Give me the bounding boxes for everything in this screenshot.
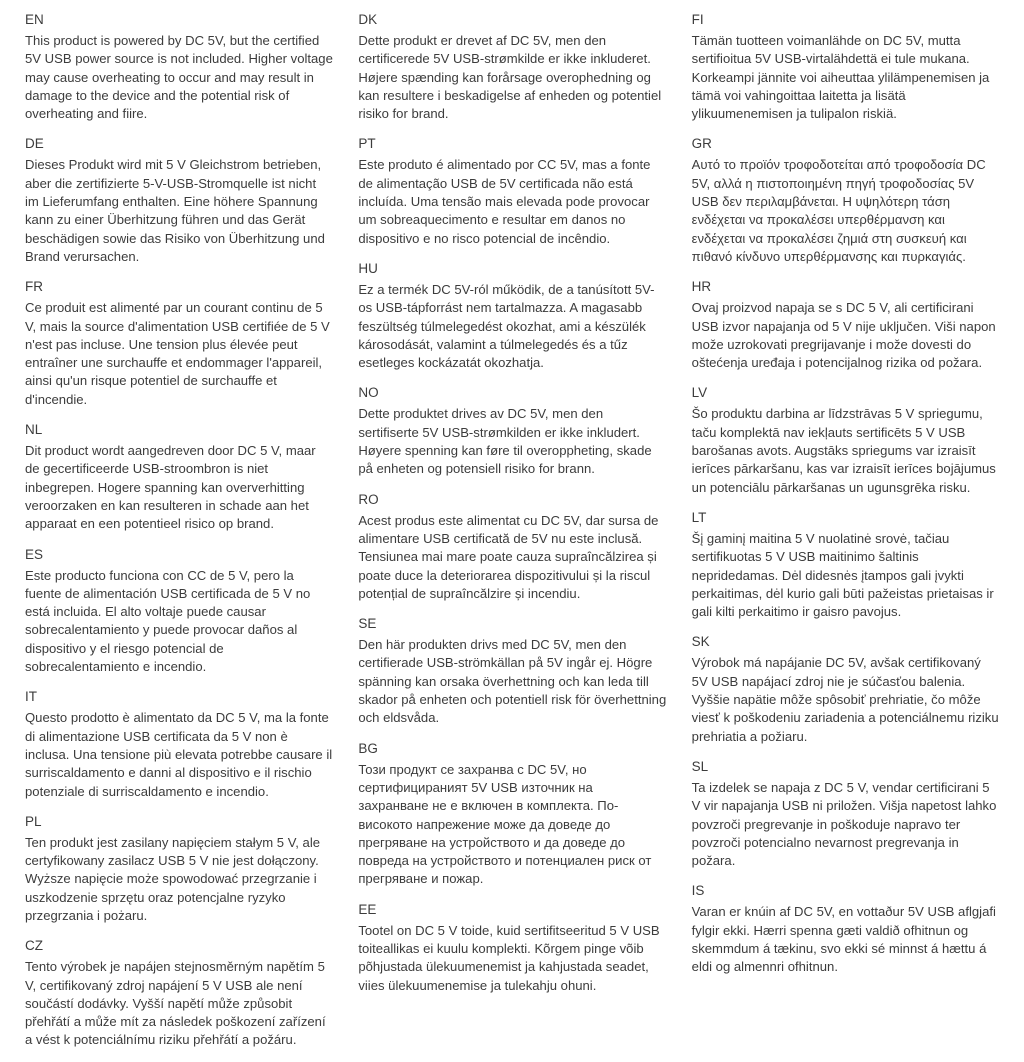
language-code-label: BG <box>358 740 378 756</box>
language-section-sl <box>692 758 1000 870</box>
warning-paragraph: Dit product wordt aangedreven door DC 5 V, maar de gecertificeerde USB-stroombron is niet inbegrepen. Hogere spanning kan oververhitting veroorzaken en kan resulteren in schade aan het apparaat en een potentieel risico op brand. <box>25 443 316 532</box>
warning-paragraph: Dieses Produkt wird mit 5 V Gleichstrom betrieben, aber die zertifizierte 5-V-USB-Stromquelle ist nicht im Lieferumfang enthalten. Eine höhere Spannung kann zu einer Überhitzung führen und das Gerät beschädigen sowie das Risiko von Überhitzung und Brand verursachen. <box>25 157 325 264</box>
language-code-label: SE <box>358 616 377 632</box>
warning-paragraph: Αυτό το προϊόν τροφοδοτείται από τροφοδοσία DC 5V, αλλά η πιστοποιημένη πηγή τροφοδοσίας 5V USB δεν περιλαμβάνεται. Η υψηλότερη τάση ενδέχεται να προκαλέσει υπερθέρμανση και ενδέχεται να προκαλέσει ζημιά στη συσκευή και πιθανό κίνδυνο υπερθέρμανσης και πυρκαγιάς. <box>691 157 986 264</box>
language-section-ee <box>358 901 666 995</box>
language-section-es <box>25 546 333 677</box>
language-section-it <box>25 688 333 800</box>
warning-paragraph: Šį gaminį maitina 5 V nuolatinė srovė, tačiau sertifikuotas 5 V USB maitinimo šaltinis nepridedamas. Dėl didesnės įtampos gali įvykti perkaitimas, dėl kurio gali būti pažeistas prietaisas ir gali kilti perkaitimo ir gaisro pavojus. <box>691 530 994 620</box>
language-section-hu <box>358 260 666 372</box>
language-section-se <box>358 615 666 727</box>
language-code-label: IT <box>25 689 37 705</box>
warning-paragraph: Ce produit est alimenté par un courant continu de 5 V, mais la source d'alimentation USB certifiée de 5 V n'est pas incluse. Une tension plus élevée peut entraîner une surchauffe et endommager l'appareil, ainsi qu'un risque potentiel de surchauffe et d'incendie. <box>25 300 330 407</box>
language-code-label: DK <box>358 12 378 27</box>
warning-paragraph: Questo prodotto è alimentato da DC 5 V, ma la fonte di alimentazione USB certificata da 5 V non è inclusa. Una tensione più elevata potrebbe causare il surriscaldamento e danni al dispositivo e il rischio potenziale di surriscaldamento e incendio. <box>25 710 333 799</box>
language-code-label: SK <box>691 634 710 650</box>
language-code-label: IS <box>691 883 705 899</box>
language-code-label: RO <box>358 491 379 507</box>
language-code-label: EE <box>358 901 377 917</box>
language-code-label: NO <box>358 385 379 401</box>
language-section-de <box>25 135 333 266</box>
warning-paragraph: Tootel on DC 5 V toide, kuid sertifitseeritud 5 V USB toiteallikas ei kuulu komplekti. Kõrgem pinge võib põhjustada ülekuumenemist ja kahjustada seadet, viies ülekuumenemise ja tulekahju ohuni. <box>358 922 660 993</box>
warning-paragraph: This product is powered by DC 5V, but the certified 5V USB power source is not included. Higher voltage may cause overheating to occur and may result in damage to the device and the potential risk of overheating and fiire. <box>25 33 333 122</box>
language-code-label: LV <box>691 385 708 401</box>
language-section-cz <box>25 937 333 1049</box>
warning-paragraph: Ten produkt jest zasilany napięciem stałym 5 V, ale certyfikowany zasilacz USB 5 V nie jest dołączony. Wyższe napięcie może spowodować przegrzanie i uszkodzenie sprzętu oraz potencjalne ryzyko przegrzania i pożaru. <box>25 834 321 923</box>
language-section-pl <box>25 813 333 925</box>
language-code-label: FI <box>691 12 704 27</box>
language-section-pt <box>358 135 666 247</box>
language-section-nl <box>25 421 333 533</box>
language-section-is <box>692 882 1000 976</box>
language-code-label: CZ <box>25 938 43 954</box>
language-section-lv <box>692 384 1000 496</box>
warning-paragraph: Ovaj proizvod napaja se s DC 5 V, ali certificirani USB izvor napajanja od 5 V nije uključen. Viši napon može uzrokovati pregrijavanje i može dovesti do oštećenja uređaja i potencijalnog rizika od požara. <box>691 300 996 371</box>
language-section-hr <box>692 278 1000 372</box>
warning-paragraph: Tämän tuotteen voimanlähde on DC 5V, mutta sertifioitua 5V USB-virtalähdettä ei tule mukana. Korkeampi jännite voi aiheuttaa ylilämpenemisen ja tämä voi vahingoittaa laitetta ja lisätä ylikuumenemisen ja tulipalon riskiä. <box>691 33 990 122</box>
warning-paragraph: Dette produkt er drevet af DC 5V, men den certificerede 5V USB-strømkilde er ikke inkluderet. Højere spænding kan forårsage overophedning og kan resultere i beskadigelse af enheden og potentiel risiko for brand. <box>358 33 662 122</box>
warning-paragraph: Acest produs este alimentat cu DC 5V, dar sursa de alimentare USB certificată de 5V nu este inclusă. Tensiunea mai mare poate cauza supraîncălzirea și poate duce la deteriorarea dispozitivului și la riscul potențial de supraîncălzire și incendiu. <box>358 512 659 601</box>
warning-paragraph: Šo produktu darbina ar līdzstrāvas 5 V spriegumu, taču komplektā nav iekļauts sertificēts 5 V USB barošanas avots. Augstāks spriegums var izraisīt ierīces pārkaršanu, kas var izraisīt ierīces bojājumus un potenciālu pārkaršanas un ugunsgrēka risku. <box>691 406 996 495</box>
language-section-en <box>25 11 333 123</box>
language-section-gr <box>692 135 1000 266</box>
language-section-bg <box>358 740 666 889</box>
language-code-label: PT <box>358 136 376 152</box>
warning-paragraph: Výrobok má napájanie DC 5V, avšak certifikovaný 5V USB napájací zdroj nie je súčasťou balenia. Vyššie napätie môže spôsobiť prehriatie, čo môže viesť k poškodeniu zariadenia a potenciálnemu riziku prehriatia a požiaru. <box>691 655 999 744</box>
language-section-fi <box>692 11 1000 123</box>
warning-paragraph: Den här produkten drivs med DC 5V, men den certifierade USB-strömkällan på 5V ingår ej. Högre spänning kan orsaka överhettning och kan leda till skador på enheten och potentiell risk för överhettning och eldsvåda. <box>358 637 667 726</box>
language-code-label: FR <box>25 279 43 295</box>
text-column-3 <box>692 11 1000 1062</box>
language-code-label: SL <box>691 758 709 774</box>
language-section-lt <box>692 509 1000 621</box>
text-column-1 <box>25 11 333 1062</box>
warning-paragraph: Този продукт се захранва с DC 5V, но сертифицираният 5V USB източник на захранване не е включен в комплекта. По-високото напрежение може да доведе до прегряване на устройството и да доведе до повреда на устройството и потенциален риск от прегряване и пожар. <box>358 761 652 887</box>
warning-paragraph: Varan er knúin af DC 5V, en vottaður 5V USB aflgjafi fylgir ekki. Hærri spenna gæti valdið ofhitnun og skemmdum á tækinu, svo ekki sé minnst á hættu á eldi og almennri ofhitnun. <box>691 904 996 975</box>
language-code-label: PL <box>25 813 42 829</box>
warning-paragraph: Este produto é alimentado por CC 5V, mas a fonte de alimentação USB de 5V certificada não está incluída. Uma tensão mais elevada pode provocar um sobreaquecimento e resultar em danos no dispositivo e no risco potencial de incêndio. <box>358 157 651 246</box>
language-code-label: NL <box>25 422 43 438</box>
warning-paragraph: Dette produktet drives av DC 5V, men den sertifiserte 5V USB-strømkilden er ikke inkludert. Høyere spenning kan føre til overoppheting, skade på enheten og potensiell risiko for brann. <box>358 406 652 477</box>
language-code-label: GR <box>691 136 712 152</box>
text-column-2 <box>358 11 666 1062</box>
warning-paragraph: Ez a termék DC 5V-ról működik, de a tanúsított 5V-os USB-tápforrást nem tartalmazza. A magasabb feszültség túlmelegedést okozhat, ami a készülék károsodását, valamint a túlmelegedés és a tűz esetleges kockázatát okozhatja. <box>358 281 655 371</box>
language-code-label: DE <box>25 136 44 152</box>
warning-paragraph: Ta izdelek se napaja z DC 5 V, vendar certificirani 5 V vir napajanja USB ni priložen. Višja napetost lahko povzroči pregrevanje in poškoduje napravo ter povzroči potencialno nevarnost pregrevanja in požara. <box>691 779 997 869</box>
language-code-label: ES <box>25 546 44 562</box>
language-code-label: HR <box>691 279 712 295</box>
language-code-label: EN <box>25 12 44 27</box>
language-section-no <box>358 384 666 478</box>
language-section-fr <box>25 278 333 409</box>
language-section-ro <box>358 491 666 603</box>
language-code-label: LT <box>691 509 707 525</box>
language-section-sk <box>692 633 1000 745</box>
warning-paragraph: Tento výrobek je napájen stejnosměrným napětím 5 V, certifikovaný zdroj napájení 5 V USB ale není součástí dodávky. Vyšší napětí může způsobit přehřátí a může mít za následek poškození zařízení a vést k potenciálnímu riziku přehřátí a požáru. <box>25 959 326 1048</box>
warning-paragraph: Este producto funciona con CC de 5 V, pero la fuente de alimentación USB certificada de 5 V no está incluida. El alto voltaje puede causar sobrecalentamiento y puede provocar daños al dispositivo y el riesgo potencial de sobrecalentamiento e incendio. <box>25 567 311 675</box>
language-code-label: HU <box>358 260 378 276</box>
language-section-dk <box>358 11 666 123</box>
